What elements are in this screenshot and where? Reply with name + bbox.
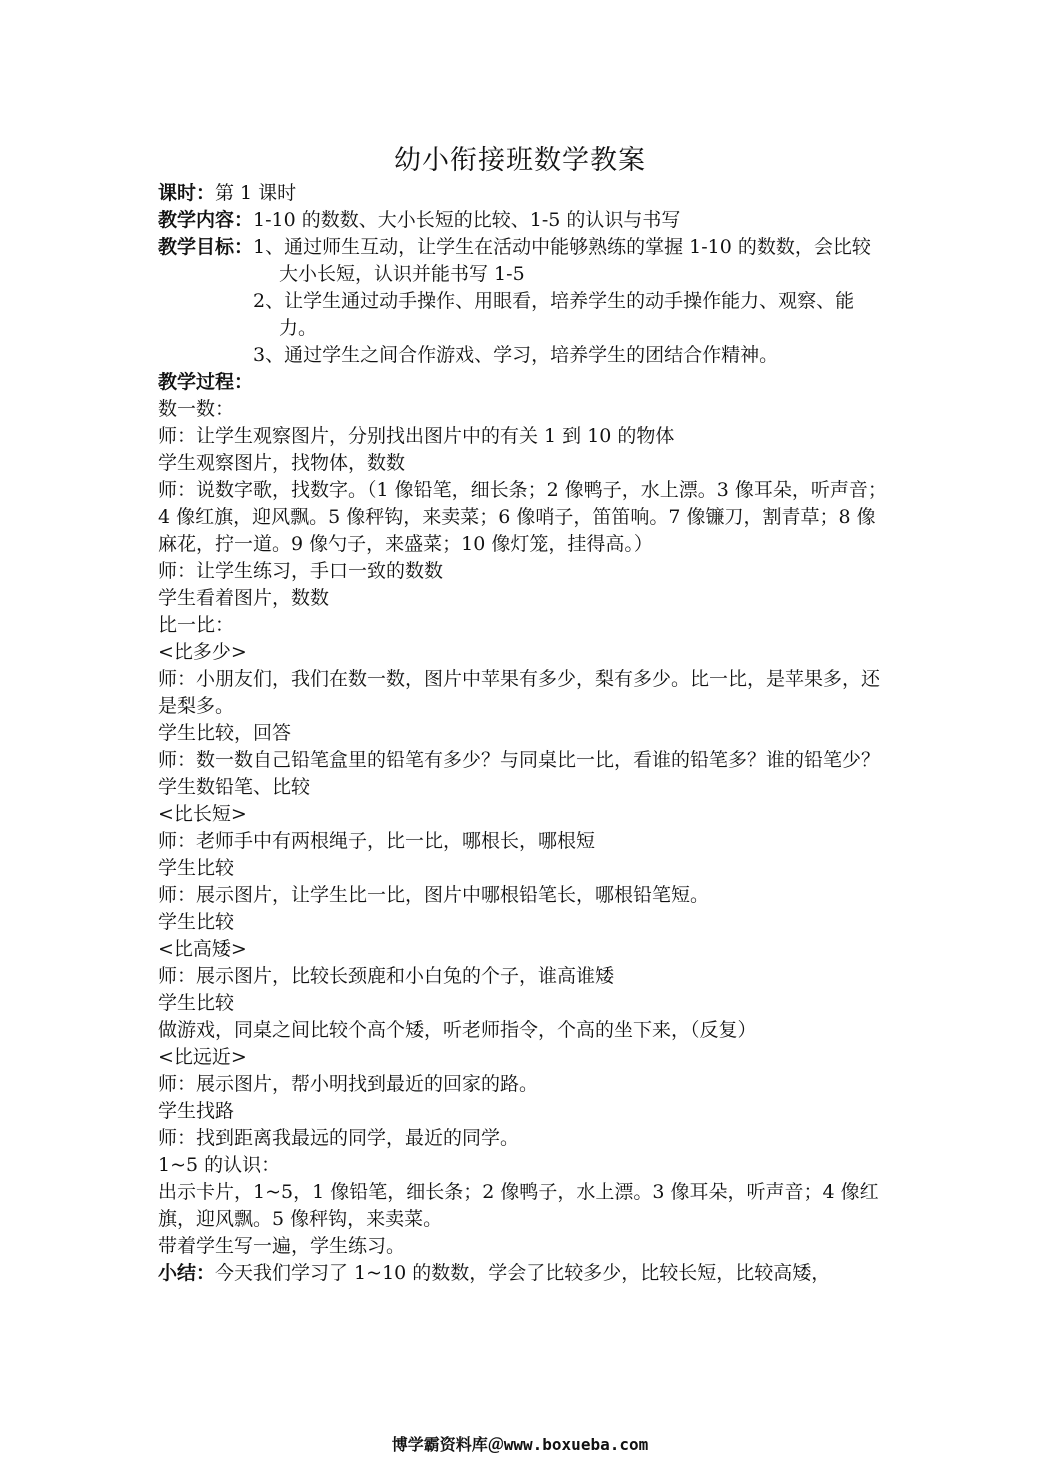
goals-label: 教学目标： xyxy=(158,236,254,258)
body-line: 学生比较 xyxy=(158,911,235,933)
goals-list xyxy=(253,234,888,369)
body-line: 师：数一数自己铅笔盒里的铅笔有多少？与同桌比一比，看谁的铅笔多？谁的铅笔少？ xyxy=(158,749,881,771)
body-line: 学生比较 xyxy=(158,857,235,879)
lesson-value: 第 1 课时 xyxy=(215,182,297,204)
page-title: 幼小衔接班数学教案 xyxy=(394,145,646,176)
body-line: 师：找到距离我最远的同学，最近的同学。 xyxy=(158,1127,520,1149)
body-line: 数一数： xyxy=(158,398,235,420)
summary-label: 小结： xyxy=(158,1262,216,1284)
lesson-label: 课时： xyxy=(158,182,216,204)
body-line: 学生比较，回答 xyxy=(158,722,292,744)
body-line: 师：小朋友们，我们在数一数，图片中苹果有多少，梨有多少。比一比，是苹果多，还是梨多。 xyxy=(158,668,881,717)
goals-block xyxy=(158,234,888,369)
content-value: 1-10 的数数、大小长短的比较、1-5 的认识与书写 xyxy=(253,209,681,231)
goal-item-3: 3、通过学生之间合作游戏、学习，培养学生的团结合作精神。 xyxy=(253,344,779,366)
goal-item-2: 2、让学生通过动手操作、用眼看，培养学生的动手操作能力、观察、能力。 xyxy=(253,290,855,339)
body-line: 师：老师手中有两根绳子，比一比，哪根长，哪根短 xyxy=(158,830,596,852)
body-line: 师：展示图片，让学生比一比，图片中哪根铅笔长，哪根铅笔短。 xyxy=(158,884,710,906)
lesson-line xyxy=(158,180,888,207)
summary-text: 今天我们学习了 1~10 的数数，学会了比较多少，比较长短，比较高矮， xyxy=(215,1262,831,1284)
body-line: 学生观察图片，找物体，数数 xyxy=(158,452,406,474)
summary-line xyxy=(158,1260,888,1287)
body-line: 师：展示图片，比较长颈鹿和小白兔的个子，谁高谁矮 xyxy=(158,965,615,987)
subsection-heading: <比高矮> xyxy=(158,938,247,960)
subsection-heading: <比多少> xyxy=(158,641,247,663)
body-line: 学生看着图片，数数 xyxy=(158,587,330,609)
body-line: 师：展示图片，帮小明找到最近的回家的路。 xyxy=(158,1073,539,1095)
content-label: 教学内容： xyxy=(158,209,254,231)
body-line: 学生找路 xyxy=(158,1100,235,1122)
process-lines xyxy=(158,396,888,1260)
subsection-heading: <比远近> xyxy=(158,1046,247,1068)
subsection-heading: <比长短> xyxy=(158,803,247,825)
goal-item-1: 1、通过师生互动，让学生在活动中能够熟练的掌握 1-10 的数数，会比较大小长短，认识并能书写 1-5 xyxy=(253,236,871,285)
section-heading: 1~5 的认识： xyxy=(158,1154,281,1176)
body-line: 师：让学生练习，手口一致的数数 xyxy=(158,560,444,582)
body-line: 带着学生写一遍，学生练习。 xyxy=(158,1235,406,1257)
document-body xyxy=(158,180,888,1287)
body-line: 做游戏，同桌之间比较个高个矮，听老师指令，个高的坐下来，（反复） xyxy=(158,1019,757,1041)
body-line: 师：说数字歌，找数字。（1 像铅笔，细长条；2 像鸭子，水上漂。3 像耳朵，听声音；4 像红旗，迎风飘。5 像秤钩，来卖菜；6 像哨子，笛笛响。7 像镰刀，割青草；8 像麻花，拧一道。9 像勺子，来盛菜；10 像灯笼，挂得高。） xyxy=(158,479,887,555)
body-line: 学生比较 xyxy=(158,992,235,1014)
section-heading: 比一比： xyxy=(158,614,235,636)
footer-watermark-text: 博学霸资料库＠www.boxueba.com xyxy=(391,1435,649,1454)
process-label: 教学过程： xyxy=(158,371,254,393)
body-line: 师：让学生观察图片，分别找出图片中的有关 1 到 10 的物体 xyxy=(158,425,675,447)
body-line: 出示卡片，1~5，1 像铅笔，细长条；2 像鸭子，水上漂。3 像耳朵，听声音；4 像红旗，迎风飘。5 像秤钩，来卖菜。 xyxy=(158,1181,879,1230)
content-line xyxy=(158,207,888,234)
body-line: 学生数铅笔、比较 xyxy=(158,776,311,798)
